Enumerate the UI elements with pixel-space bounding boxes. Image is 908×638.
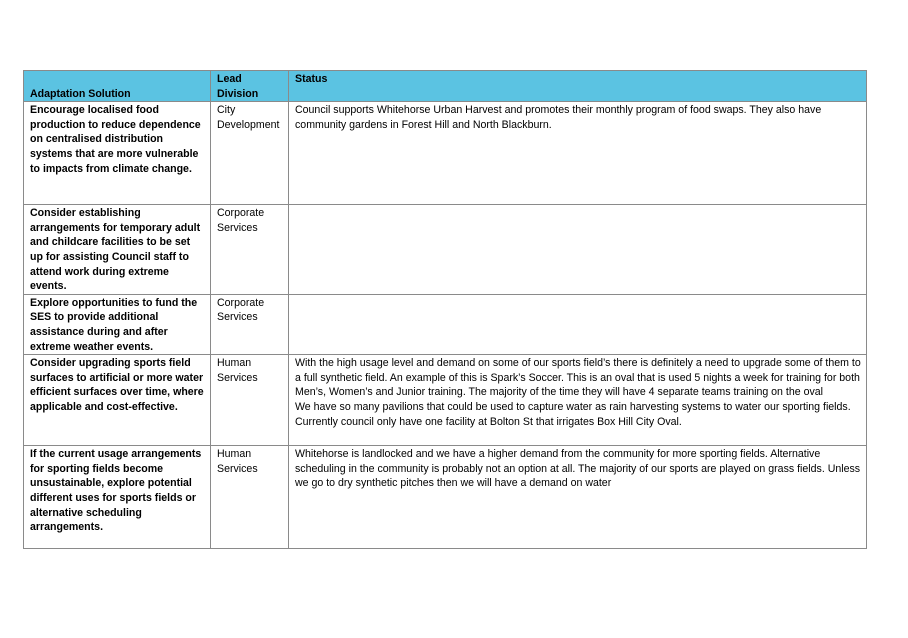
status-paragraph: Whitehorse is landlocked and we have a higher demand from the community for more sporting fields. Alternative scheduling in the community is probably not an option at all. The majority of our sports are played on grass fields. Unless we go to dry synthetic pitches then we will have a demand on water [295, 448, 861, 490]
header-lead-division-line1: Lead [217, 73, 242, 85]
status-paragraph: We have so many pavilions that could be used to capture water as rain harvesting systems to water our sporting fields. Currently council only have one facility at Bolton St that irrigates Box Hill City Oval. [295, 400, 851, 428]
header-lead-division [211, 71, 289, 102]
division-line1: Corporate [217, 296, 265, 309]
status-cell [289, 446, 867, 549]
header-lead-division-line2: Division [217, 87, 259, 100]
status-cell [289, 355, 867, 446]
table-row [24, 205, 867, 295]
solution-cell: If the current usage arrangements for sporting fields become unsustainable, explore potential different uses for sports fields or alternative scheduling arrangements. [24, 446, 211, 549]
status-cell [289, 294, 867, 354]
division-line1: City [217, 104, 236, 117]
division-line2: Development [217, 118, 280, 131]
table-row [24, 102, 867, 205]
table-header-row [24, 71, 867, 102]
division-cell [211, 205, 289, 295]
division-cell [211, 446, 289, 549]
solution-cell: Consider establishing arrangements for temporary adult and childcare facilities to be set up for assisting Council staff to attend work during extreme events. [24, 205, 211, 295]
table-row [24, 446, 867, 549]
adaptation-table [23, 70, 867, 549]
status-paragraph: Council supports Whitehorse Urban Harvest and promotes their monthly program of food swaps. They also have community gardens in Forest Hill and North Blackburn. [295, 104, 822, 131]
status-cell [289, 102, 867, 205]
division-line2: Services [217, 311, 258, 324]
table-row [24, 355, 867, 446]
division-cell [211, 102, 289, 205]
division-line2: Services [217, 371, 258, 384]
header-status: Status [289, 71, 867, 102]
table-row [24, 294, 867, 354]
solution-cell: Encourage localised food production to reduce dependence on centralised distribution systems that are more vulnerable to impacts from climate change. [24, 102, 211, 205]
division-line1: Human [217, 357, 252, 370]
division-line2: Services [217, 462, 258, 475]
status-paragraph: With the high usage level and demand on some of our sports field’s there is definitely a need to upgrade some of them to a full synthetic field. An example of this is Spark’s Soccer. This is an oval that is used 5 nights a week for training for both Men’s, Women’s and Junior training. The majority of the time they will have 4 separate teams training on the oval [295, 357, 861, 399]
division-line1: Human [217, 448, 252, 461]
status-cell [289, 205, 867, 295]
division-line1: Corporate [217, 207, 265, 220]
solution-cell: Explore opportunities to fund the SES to provide additional assistance during and after extreme weather events. [24, 294, 211, 354]
division-cell [211, 355, 289, 446]
solution-cell: Consider upgrading sports field surfaces to artificial or more water efficient surfaces over time, where applicable and cost-effective. [24, 355, 211, 446]
header-adaptation-solution: Adaptation Solution [24, 71, 211, 102]
division-line2: Services [217, 221, 258, 234]
division-cell [211, 294, 289, 354]
